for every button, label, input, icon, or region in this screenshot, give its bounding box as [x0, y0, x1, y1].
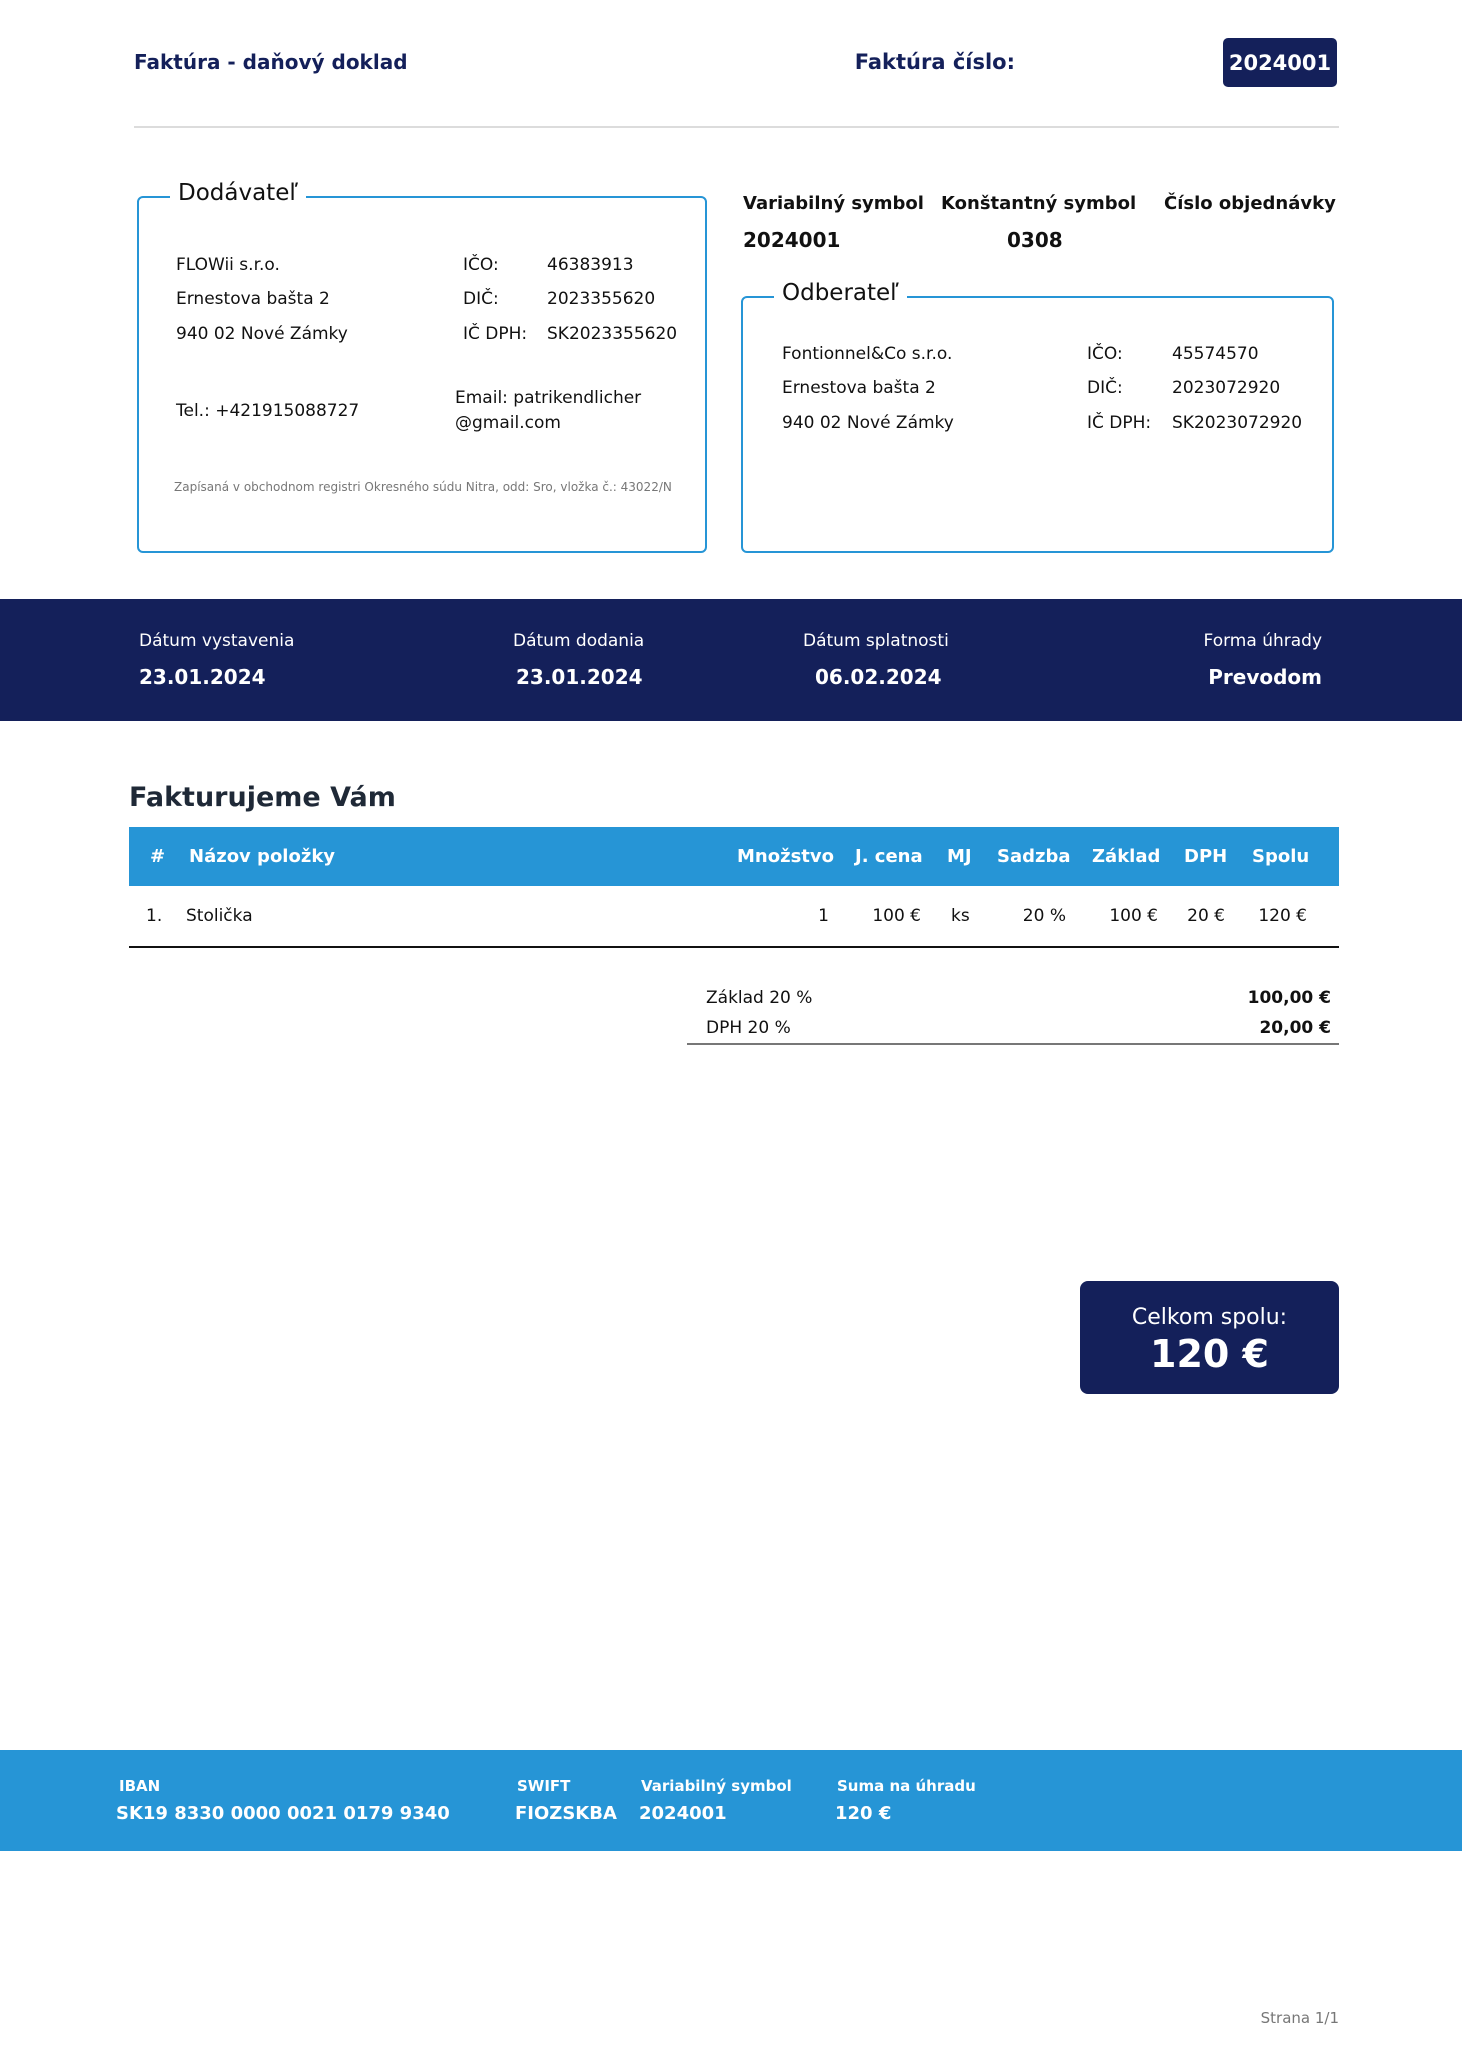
amount-due-label: Suma na úhradu — [837, 1777, 976, 1795]
header-divider — [134, 126, 1339, 128]
supplier-icdph-label: IČ DPH: — [463, 324, 528, 344]
column-base: Základ — [1092, 846, 1161, 867]
summary-rule — [687, 1043, 1339, 1045]
delivery-date-label: Dátum dodania — [513, 631, 645, 651]
issue-date-label: Dátum vystavenia — [139, 631, 295, 651]
column-unit: MJ — [947, 846, 972, 867]
customer-street: Ernestova bašta 2 — [782, 378, 936, 398]
invoice-number-badge: 2024001 — [1223, 38, 1337, 87]
row-quantity: 1 — [818, 906, 829, 926]
customer-name: Fontionnel&Co s.r.o. — [782, 344, 953, 364]
summary-vat-label: DPH 20 % — [706, 1018, 791, 1038]
customer-city: 940 02 Nové Zámky — [782, 413, 954, 433]
items-table-bottom-rule — [129, 946, 1339, 948]
row-total: 120 € — [1258, 906, 1307, 926]
row-rate: 20 % — [1022, 906, 1066, 926]
document-title: Faktúra - daňový doklad — [134, 50, 408, 74]
variable-symbol-value: 2024001 — [743, 228, 841, 252]
swift-label: SWIFT — [517, 1777, 571, 1795]
payment-method-value: Prevodom — [1208, 665, 1322, 689]
customer-ico: 45574570 — [1172, 344, 1259, 364]
due-date-label: Dátum splatnosti — [803, 631, 949, 651]
column-number: # — [150, 846, 166, 867]
supplier-street: Ernestova bašta 2 — [176, 289, 330, 309]
column-total: Spolu — [1252, 846, 1310, 867]
supplier-dic: 2023355620 — [547, 289, 656, 309]
supplier-dic-label: DIČ: — [463, 289, 499, 309]
column-item-name: Názov položky — [189, 846, 336, 867]
row-base: 100 € — [1109, 906, 1158, 926]
supplier-email-line1: Email: patrikendlicher — [455, 388, 642, 408]
grand-total-label: Celkom spolu: — [1131, 1305, 1288, 1330]
iban-label: IBAN — [119, 1777, 161, 1795]
row-vat: 20 € — [1187, 906, 1225, 926]
column-unit-price: J. cena — [855, 846, 923, 867]
supplier-legend: Dodávateľ — [170, 180, 306, 206]
payment-variable-symbol-value: 2024001 — [639, 1803, 727, 1824]
supplier-name: FLOWii s.r.o. — [176, 255, 280, 275]
customer-icdph: SK2023072920 — [1172, 413, 1303, 433]
supplier-box — [137, 196, 707, 553]
column-vat: DPH — [1184, 846, 1228, 867]
dates-band — [0, 599, 1462, 721]
supplier-registry-note: Zapísaná v obchodnom registri Okresného súdu Nitra, odd: Sro, vložka č.: 43022/N — [174, 480, 672, 494]
summary-base-value: 100,00 € — [1247, 988, 1331, 1008]
summary-vat-value: 20,00 € — [1259, 1018, 1331, 1038]
supplier-city: 940 02 Nové Zámky — [176, 324, 348, 344]
customer-dic-label: DIČ: — [1087, 378, 1123, 398]
supplier-ico: 46383913 — [547, 255, 634, 275]
customer-ico-label: IČO: — [1087, 344, 1123, 364]
grand-total-value: 120 € — [1150, 1332, 1269, 1376]
supplier-phone: Tel.: +421915088727 — [176, 401, 360, 421]
row-item-name: Stolička — [186, 906, 253, 926]
constant-symbol-value: 0308 — [1007, 228, 1063, 252]
grand-total-box — [1080, 1281, 1339, 1394]
order-number-label: Číslo objednávky — [1164, 193, 1336, 214]
column-rate: Sadzba — [997, 846, 1071, 867]
iban-value: SK19 8330 0000 0021 0179 9340 — [116, 1803, 450, 1824]
row-unit: ks — [951, 906, 970, 926]
invoice-number-label: Faktúra číslo: — [854, 50, 1015, 74]
delivery-date-value: 23.01.2024 — [516, 665, 643, 689]
supplier-icdph: SK2023355620 — [547, 324, 678, 344]
amount-due-value: 120 € — [835, 1803, 892, 1824]
payment-method-label: Forma úhrady — [1203, 631, 1322, 651]
supplier-email-line2: @gmail.com — [455, 413, 561, 433]
column-quantity: Množstvo — [737, 846, 834, 867]
due-date-value: 06.02.2024 — [815, 665, 942, 689]
payment-band — [0, 1750, 1462, 1851]
customer-legend: Odberateľ — [774, 280, 907, 306]
row-number: 1. — [146, 906, 163, 926]
row-unit-price: 100 € — [872, 906, 921, 926]
payment-variable-symbol-label: Variabilný symbol — [641, 1777, 792, 1795]
supplier-ico-label: IČO: — [463, 255, 499, 275]
page-number: Strana 1/1 — [1260, 2009, 1339, 2027]
customer-dic: 2023072920 — [1172, 378, 1281, 398]
swift-value: FIOZSKBA — [515, 1803, 617, 1824]
variable-symbol-label: Variabilný symbol — [743, 193, 924, 214]
constant-symbol-label: Konštantný symbol — [941, 193, 1137, 214]
issue-date-value: 23.01.2024 — [139, 665, 266, 689]
customer-icdph-label: IČ DPH: — [1087, 413, 1152, 433]
summary-base-label: Základ 20 % — [706, 988, 813, 1008]
items-section-title: Fakturujeme Vám — [129, 782, 396, 813]
